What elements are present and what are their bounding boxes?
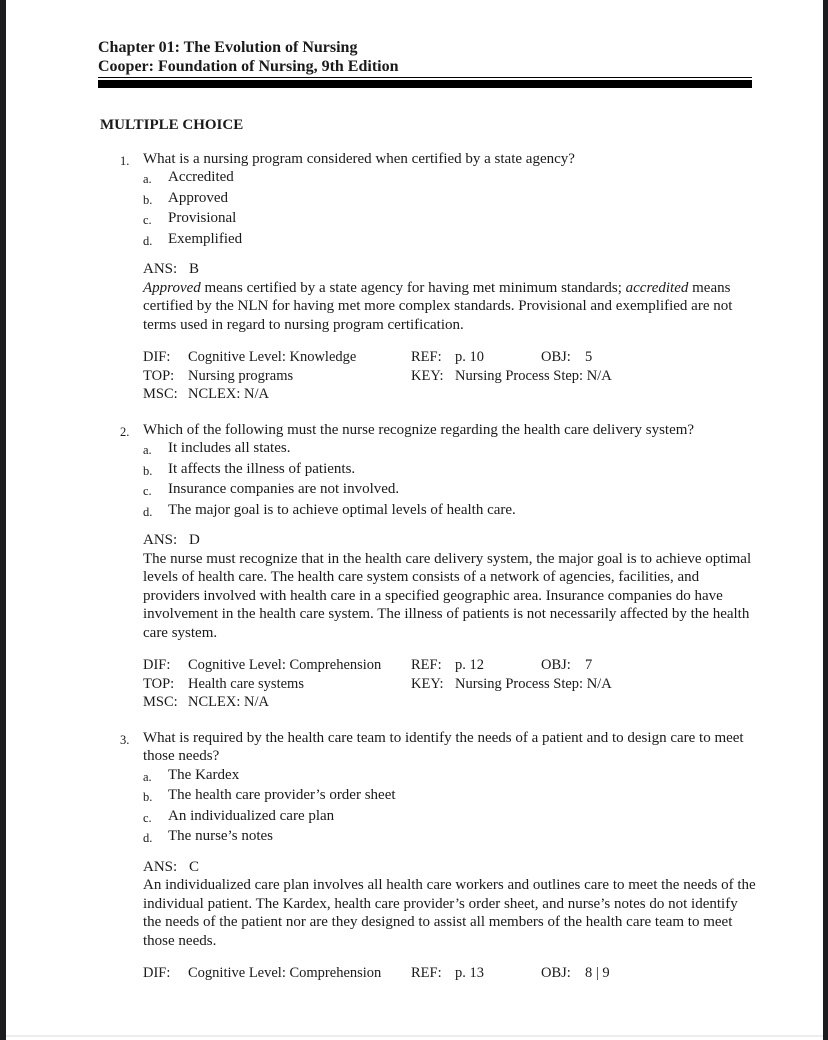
question-number: 1.: [120, 153, 130, 168]
question-stem: What is required by the health care team to identify the needs of a patient and to design care to meet those needs?: [143, 729, 744, 764]
question-metadata: [143, 964, 758, 983]
option-text: Approved: [168, 189, 228, 206]
option-letter: a.: [143, 172, 152, 186]
book-title: Cooper: Foundation of Nursing, 9th Edition: [98, 57, 752, 78]
obj-value: 7: [585, 657, 593, 673]
question-number: 3.: [120, 732, 130, 747]
answer-option: [143, 230, 758, 251]
obj-label: OBJ:: [541, 349, 571, 365]
answer-label: ANS:: [143, 858, 178, 875]
question-metadata: [143, 348, 758, 404]
answer-label: ANS:: [143, 261, 178, 277]
answer-option: [143, 766, 758, 787]
dif-label: DIF:: [143, 657, 171, 673]
answer-line: [143, 531, 758, 550]
top-label: TOP:: [143, 675, 175, 692]
answer-option: [143, 189, 758, 210]
answer-value: B: [189, 261, 200, 277]
ref-value: p. 12: [455, 657, 484, 673]
option-text: Accredited: [168, 169, 234, 185]
answer-option: [143, 827, 758, 848]
ref-label: REF:: [411, 965, 442, 981]
dif-label: DIF:: [143, 349, 171, 365]
top-value: Health care systems: [188, 675, 304, 692]
answer-option: [143, 209, 758, 230]
key-label: KEY:: [411, 367, 444, 384]
answer-option: [143, 501, 758, 522]
option-text: It affects the illness of patients.: [168, 460, 356, 477]
option-text: Exemplified: [168, 230, 243, 247]
rationale-text: The nurse must recognize that in the health care delivery system, the major goal is to achieve optimal levels of health care. The health care system consists of a network of agencies, facilities, and providers involved with health care in a specified geographic area. Insurance companies do have involvement in the health care system. The illness of patients is not necessarily affected by the health care system.: [143, 550, 752, 641]
obj-value: 5: [585, 349, 593, 365]
answer-option: [143, 168, 758, 189]
answer-value: C: [189, 858, 200, 875]
answer-option: [143, 460, 758, 481]
dif-value: Cognitive Level: Knowledge: [188, 349, 357, 365]
answer-option: [143, 480, 758, 501]
answer-label: ANS:: [143, 532, 178, 548]
option-letter: b.: [143, 192, 153, 207]
key-value: Nursing Process Step: N/A: [455, 675, 612, 692]
document-header: [98, 38, 752, 88]
answer-value: D: [189, 532, 200, 548]
answer-option: [143, 807, 758, 828]
key-value: Nursing Process Step: N/A: [455, 367, 612, 384]
rationale-text: Approved means certified by a state agency for having met minimum standards; accredited means certified by the NLN for having met more complex standards. Provisional and exemplified are not terms used in regard to nursing program certification.: [143, 279, 733, 333]
answer-line: [143, 260, 758, 279]
obj-label: OBJ:: [541, 657, 571, 673]
question-block-1: [0, 150, 828, 404]
option-letter: d.: [143, 504, 153, 519]
section-heading: MULTIPLE CHOICE: [100, 117, 244, 133]
ref-value: p. 13: [455, 965, 484, 981]
answer-option: [143, 439, 758, 460]
option-text: The health care provider’s order sheet: [168, 787, 396, 803]
dif-value: Cognitive Level: Comprehension: [188, 657, 382, 673]
option-letter: d.: [143, 831, 153, 845]
option-letter: c.: [143, 484, 152, 498]
option-letter: c.: [143, 213, 152, 227]
question-block-2: [0, 421, 828, 712]
option-text: The Kardex: [168, 766, 240, 783]
key-label: KEY:: [411, 675, 444, 692]
ref-label: REF:: [411, 349, 442, 365]
option-letter: d.: [143, 233, 153, 248]
question-stem: Which of the following must the nurse recognize regarding the health care delivery system?: [143, 421, 695, 438]
question-block-3: [0, 729, 828, 983]
msc-label: MSC:: [143, 386, 178, 402]
msc-value: NCLEX: N/A: [188, 694, 269, 710]
option-text: Provisional: [168, 210, 237, 226]
option-letter: b.: [143, 790, 153, 804]
dif-value: Cognitive Level: Comprehension: [188, 965, 382, 981]
question-stem: What is a nursing program considered when certified by a state agency?: [143, 150, 575, 167]
option-letter: a.: [143, 443, 152, 457]
obj-value: 8 | 9: [585, 965, 610, 981]
question-number: 2.: [120, 424, 130, 439]
option-text: It includes all states.: [168, 440, 291, 456]
option-letter: b.: [143, 463, 153, 478]
option-letter: c.: [143, 810, 152, 825]
option-text: Insurance companies are not involved.: [168, 481, 400, 497]
rationale-text: An individualized care plan involves all health care workers and outlines care to meet the needs of the individual patient. The Kardex, health care provider’s order sheet, and nurse’s notes do not identify the needs of the patient nor are they designed to assist all members of the health care team to meet those needs.: [143, 877, 756, 949]
option-text: An individualized care plan: [168, 807, 335, 824]
msc-label: MSC:: [143, 694, 178, 710]
obj-label: OBJ:: [541, 965, 571, 981]
top-label: TOP:: [143, 367, 175, 384]
header-rule: [98, 80, 752, 88]
option-text: The nurse’s notes: [168, 828, 273, 844]
msc-value: NCLEX: N/A: [188, 386, 269, 402]
bottom-page-edge: [6, 1035, 823, 1037]
answer-option: [143, 786, 758, 807]
chapter-title: Chapter 01: The Evolution of Nursing: [98, 39, 358, 56]
option-text: The major goal is to achieve optimal levels of health care.: [168, 501, 516, 518]
question-metadata: [143, 656, 758, 712]
top-value: Nursing programs: [188, 367, 294, 384]
ref-value: p. 10: [455, 349, 484, 365]
answer-line: [143, 858, 758, 877]
dif-label: DIF:: [143, 965, 171, 981]
ref-label: REF:: [411, 657, 442, 673]
option-letter: a.: [143, 769, 152, 784]
